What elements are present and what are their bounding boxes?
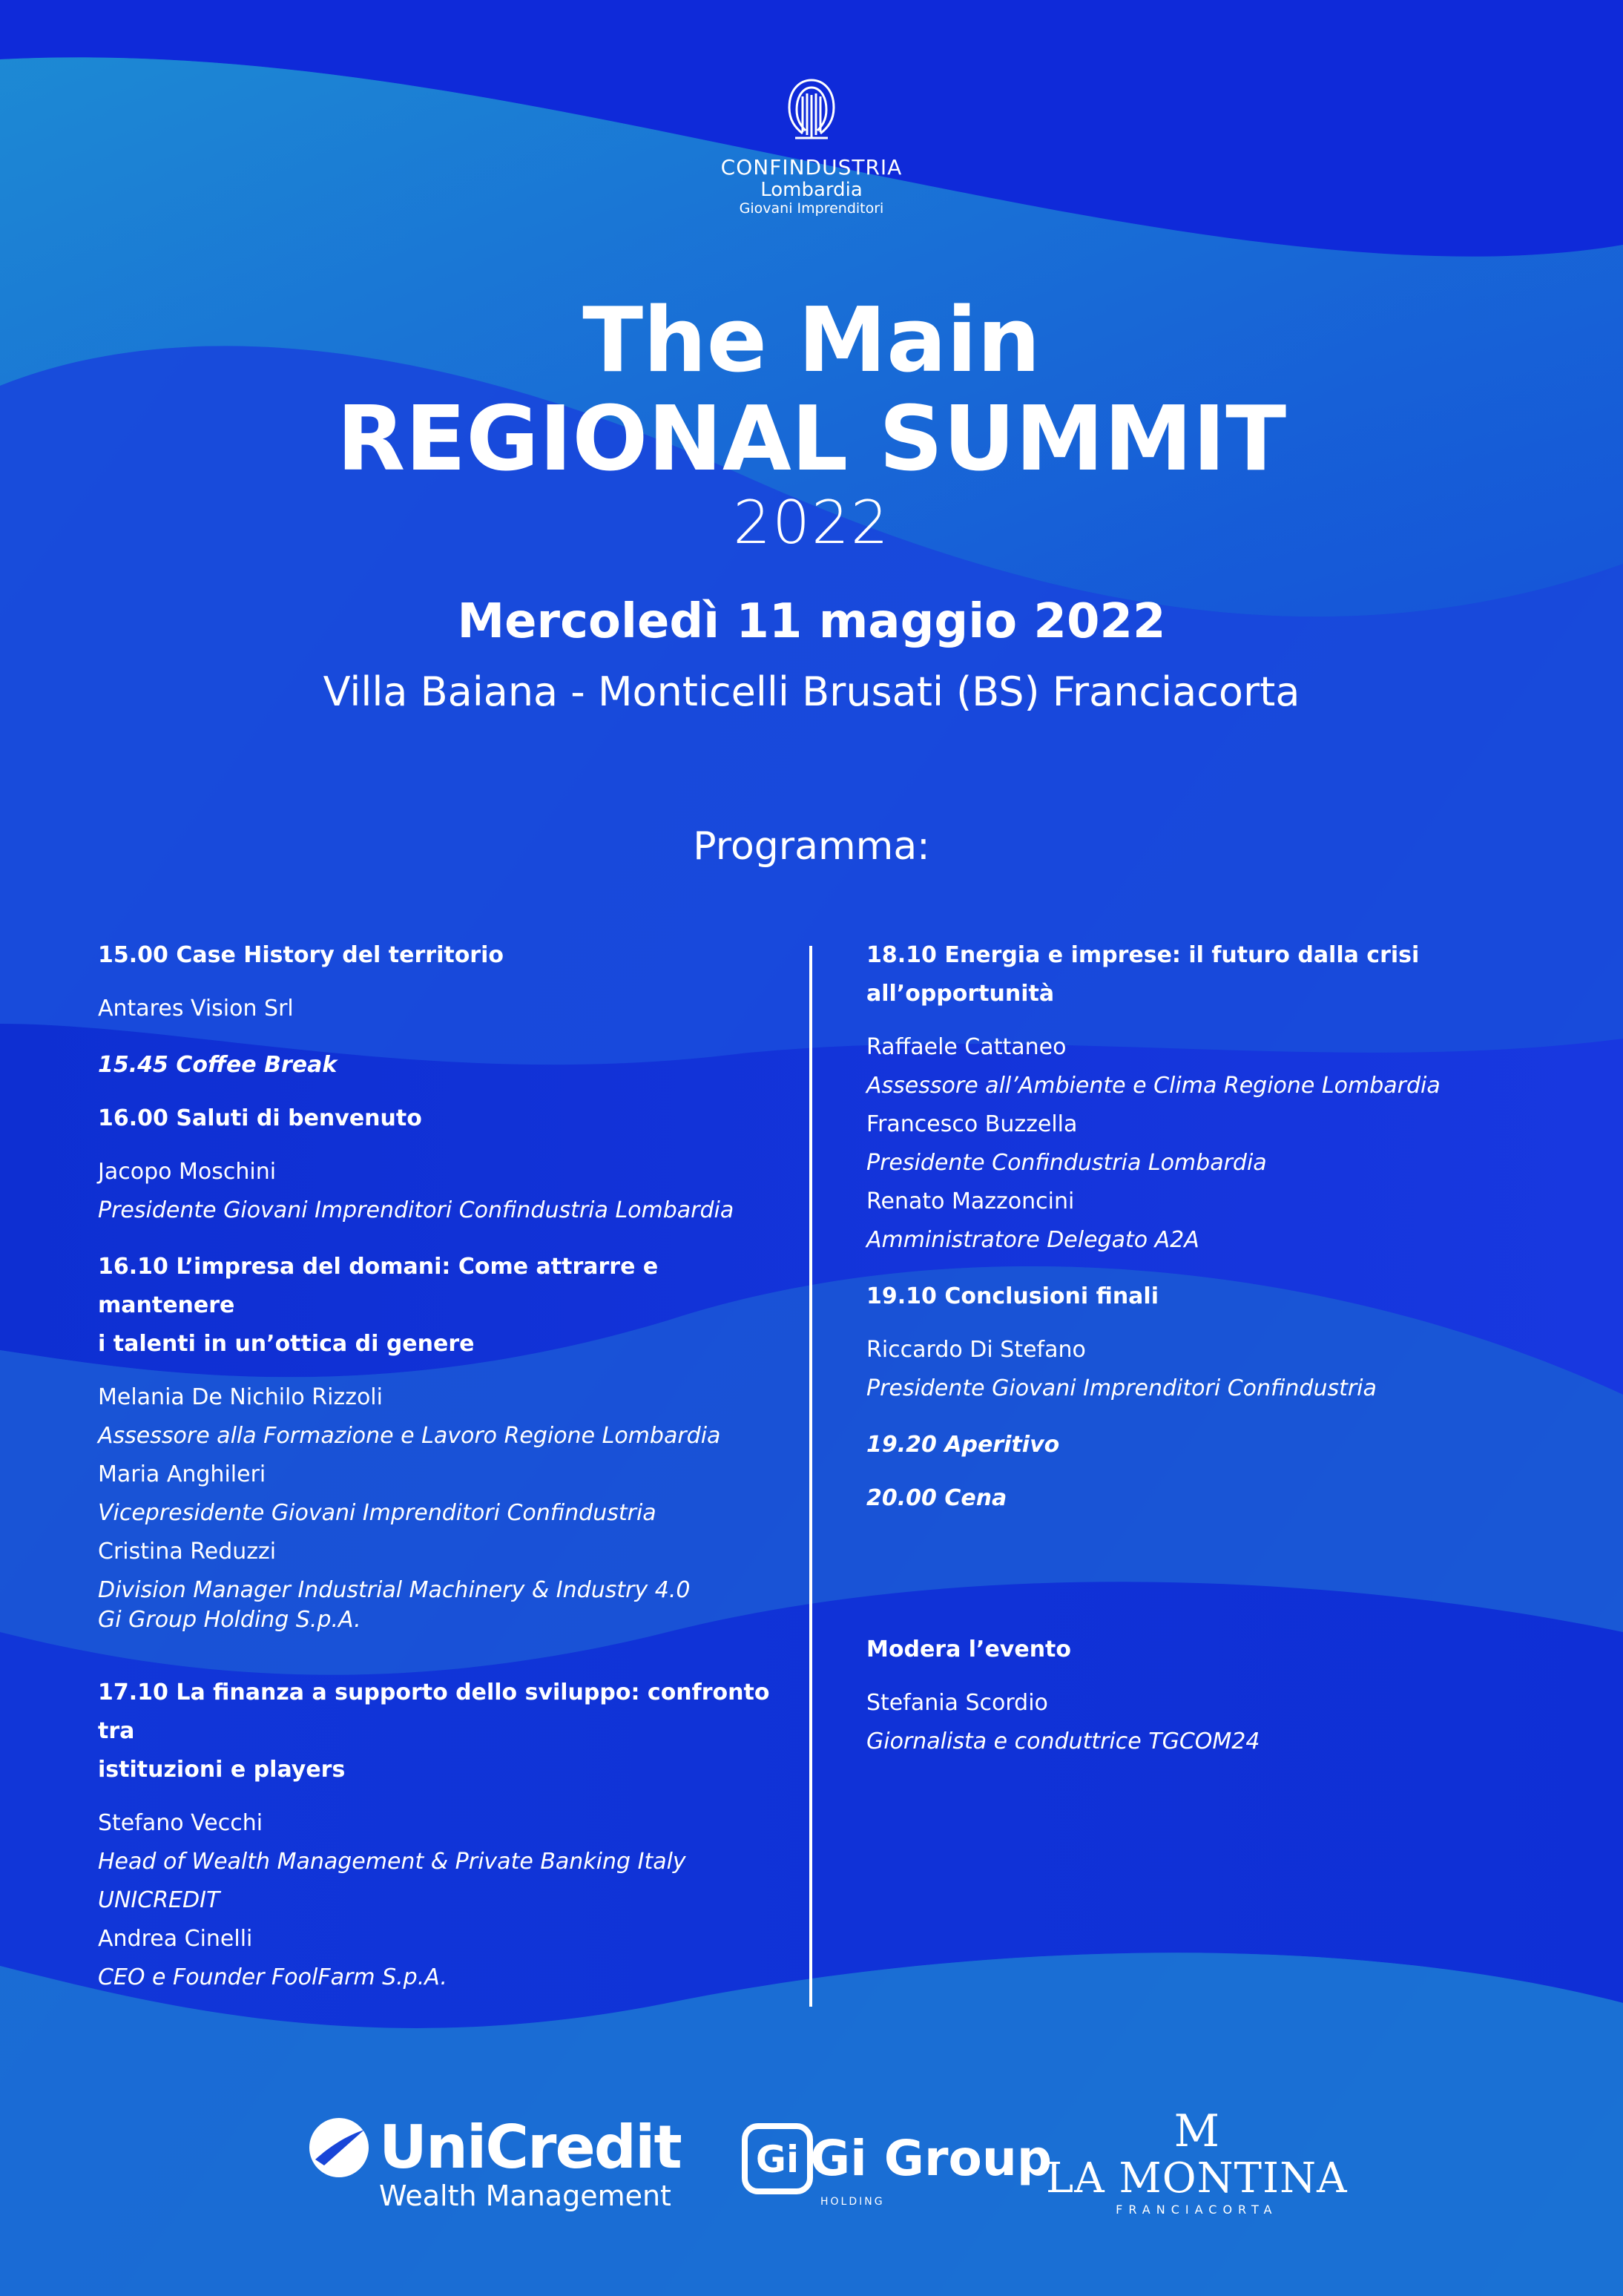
programma-heading: Programma:: [693, 824, 930, 869]
moderator-heading: Modera l’evento: [866, 1637, 1072, 1662]
speaker-role: Division Manager Industrial Machinery & Industry 4.0: [98, 1577, 691, 1603]
unicredit-logo-icon: [308, 2116, 370, 2179]
confindustria-emblem-icon: [774, 74, 849, 148]
speaker-role: Gi Group Holding S.p.A.: [98, 1607, 361, 1633]
speaker-role: Presidente Confindustria Lombardia: [866, 1150, 1267, 1176]
speaker-name: Andrea Cinelli: [98, 1926, 253, 1952]
speaker-name: Renato Mazzoncini: [866, 1188, 1075, 1214]
speaker-name: Maria Anghileri: [98, 1461, 266, 1487]
session-title: 19.20 Aperitivo: [866, 1432, 1060, 1458]
la-montina-monogram-icon: M: [1173, 2105, 1220, 2157]
speaker-name: Raffaele Cattaneo: [866, 1034, 1067, 1060]
speaker-name: Riccardo Di Stefano: [866, 1337, 1086, 1363]
gi-group-wordmark: Gi Group: [810, 2130, 1053, 2187]
gi-group-logo: [740, 2122, 1052, 2208]
svg-text:Gi: Gi: [755, 2138, 800, 2181]
program-right-column: [866, 936, 1578, 1761]
confindustria-logo: [0, 74, 1623, 217]
title-line-2: REGIONAL SUMMIT: [336, 388, 1287, 491]
session-title: 19.10 Conclusioni finali: [866, 1283, 1159, 1309]
sponsor-logos: [0, 2092, 1623, 2226]
session-title: 15.45 Coffee Break: [98, 1052, 338, 1078]
unicredit-wordmark: UniCredit: [379, 2113, 681, 2182]
event-venue: Villa Baiana - Monticelli Brusati (BS) Franciacorta: [323, 668, 1300, 715]
session-title: 15.00 Case History del territorio: [98, 942, 504, 968]
la-montina-logo: [1046, 2107, 1348, 2218]
unicredit-subtitle: Wealth Management: [379, 2180, 671, 2212]
column-divider: [809, 946, 812, 2007]
session-title: 17.10 La finanza a supporto dello sviluppo: confronto tra: [98, 1680, 770, 1744]
speaker-role: Head of Wealth Management & Private Banking Italy UNICREDIT: [98, 1849, 686, 1913]
event-year: 2022: [733, 488, 890, 557]
moderator-name: Stefania Scordio: [866, 1690, 1048, 1716]
speaker-role: Presidente Giovani Imprenditori Confindustria: [866, 1375, 1377, 1401]
program-left-column: [98, 936, 803, 1997]
logo-region: Lombardia: [760, 179, 863, 201]
moderator-role: Giornalista e conduttrice TGCOM24: [866, 1728, 1260, 1754]
speaker-name: Francesco Buzzella: [866, 1111, 1078, 1137]
logo-subtitle: Giovani Imprenditori: [739, 200, 884, 217]
session-title: 18.10 Energia e imprese: il futuro dalla crisi all’opportunità: [866, 942, 1420, 1007]
speaker-name: Antares Vision Srl: [98, 996, 294, 1022]
speaker-role: Assessore alla Formazione e Lavoro Regione Lombardia: [98, 1423, 721, 1449]
unicredit-logo: [308, 2114, 681, 2211]
session-title: istituzioni e players: [98, 1757, 346, 1783]
speaker-role: Presidente Giovani Imprenditori Confindustria Lombardia: [98, 1197, 734, 1223]
gi-group-subtitle: HOLDING: [820, 2196, 885, 2208]
speaker-name: Stefano Vecchi: [98, 1810, 263, 1836]
event-date: Mercoledì 11 maggio 2022: [457, 594, 1166, 649]
speaker-role: Vicepresidente Giovani Imprenditori Confindustria: [98, 1500, 656, 1526]
la-montina-subtitle: FRANCIACORTA: [1116, 2203, 1278, 2217]
gi-group-logo-icon: [740, 2122, 814, 2196]
speaker-role: Assessore all’Ambiente e Clima Regione Lombardia: [866, 1073, 1441, 1099]
speaker-name: Melania De Nichilo Rizzoli: [98, 1384, 383, 1410]
speaker-name: Jacopo Moschini: [98, 1159, 277, 1185]
la-montina-wordmark: LA MONTINA: [1046, 2154, 1348, 2203]
speaker-role: CEO e Founder FoolFarm S.p.A.: [98, 1964, 447, 1990]
speaker-name: Cristina Reduzzi: [98, 1539, 277, 1565]
speaker-role: Amministratore Delegato A2A: [866, 1227, 1199, 1253]
session-title: 20.00 Cena: [866, 1485, 1007, 1511]
logo-name: CONFINDUSTRIA: [720, 155, 903, 180]
title-line-1: The Main: [582, 289, 1041, 392]
session-title: i talenti in un’ottica di genere: [98, 1331, 475, 1357]
session-title: 16.10 L’impresa del domani: Come attrarre e mantenere: [98, 1254, 659, 1318]
session-title: 16.00 Saluti di benvenuto: [98, 1105, 422, 1131]
